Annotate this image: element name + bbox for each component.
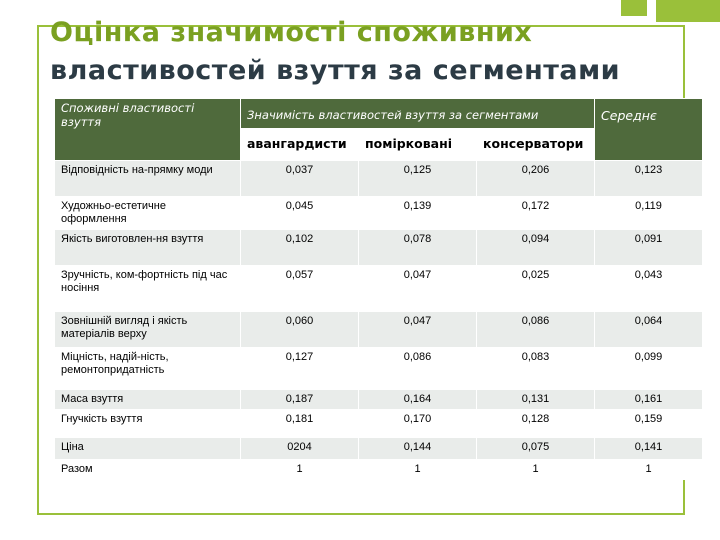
header-significance bbox=[241, 99, 595, 129]
value-cell-avant: 0,057 bbox=[241, 266, 359, 312]
table-row bbox=[55, 266, 703, 312]
value-cell-average: 0,123 bbox=[595, 161, 703, 197]
table-row bbox=[55, 230, 703, 266]
value-cell-conservative: 0,094 bbox=[477, 230, 595, 266]
value-cell-moderate: 0,047 bbox=[359, 312, 477, 348]
value-cell-conservative: 0,131 bbox=[477, 390, 595, 410]
header-segment-avant bbox=[241, 129, 359, 161]
header-average-label: Середнє bbox=[601, 108, 657, 123]
table-row bbox=[55, 161, 703, 197]
table-row bbox=[55, 312, 703, 348]
value-cell-avant: 0204 bbox=[241, 438, 359, 460]
value-cell-moderate: 0,078 bbox=[359, 230, 477, 266]
header-property-label: Споживні властивості взуття bbox=[61, 101, 195, 129]
property-name-cell: Гнучкість взуття bbox=[55, 410, 241, 438]
property-name-cell: Відповідність на-прямку моди bbox=[55, 161, 241, 197]
value-cell-avant: 0,127 bbox=[241, 348, 359, 390]
header-significance-label: Значимість властивостей взуття за сегментами bbox=[247, 108, 539, 122]
table-row bbox=[55, 438, 703, 460]
header-average bbox=[595, 99, 703, 161]
value-cell-conservative: 0,128 bbox=[477, 410, 595, 438]
value-cell-average: 0,159 bbox=[595, 410, 703, 438]
value-cell-conservative: 0,206 bbox=[477, 161, 595, 197]
value-cell-moderate: 1 bbox=[359, 460, 477, 480]
value-cell-avant: 0,187 bbox=[241, 390, 359, 410]
value-cell-conservative: 0,172 bbox=[477, 197, 595, 230]
value-cell-moderate: 0,144 bbox=[359, 438, 477, 460]
value-cell-moderate: 0,170 bbox=[359, 410, 477, 438]
value-cell-moderate: 0,164 bbox=[359, 390, 477, 410]
value-cell-conservative: 0,086 bbox=[477, 312, 595, 348]
value-cell-conservative: 0,075 bbox=[477, 438, 595, 460]
title-line-2: властивостей взуття за сегментами bbox=[50, 55, 621, 86]
segment-label-moderate: помірковані bbox=[365, 136, 453, 151]
value-cell-average: 0,119 bbox=[595, 197, 703, 230]
title-line-1: Оцінка значимості споживних bbox=[50, 17, 533, 48]
header-segment-moderate bbox=[359, 129, 477, 161]
table-row bbox=[55, 460, 703, 480]
value-cell-avant: 1 bbox=[241, 460, 359, 480]
slide-title bbox=[50, 14, 690, 90]
value-cell-average: 0,099 bbox=[595, 348, 703, 390]
value-cell-avant: 0,060 bbox=[241, 312, 359, 348]
property-name-cell: Разом bbox=[55, 460, 241, 480]
value-cell-moderate: 0,086 bbox=[359, 348, 477, 390]
value-cell-average: 1 bbox=[595, 460, 703, 480]
table-row bbox=[55, 410, 703, 438]
value-cell-average: 0,141 bbox=[595, 438, 703, 460]
header-segment-conservative bbox=[477, 129, 595, 161]
value-cell-avant: 0,045 bbox=[241, 197, 359, 230]
value-cell-average: 0,091 bbox=[595, 230, 703, 266]
property-name-cell: Маса взуття bbox=[55, 390, 241, 410]
segment-label-avant: авангардисти bbox=[247, 136, 347, 151]
value-cell-avant: 0,181 bbox=[241, 410, 359, 438]
segment-label-conservative: консерватори bbox=[483, 136, 584, 151]
property-name-cell: Художньо-естетичне оформлення bbox=[55, 197, 241, 230]
property-name-cell: Якість виготовлен-ня взуття bbox=[55, 230, 241, 266]
value-cell-average: 0,043 bbox=[595, 266, 703, 312]
table-row bbox=[55, 348, 703, 390]
value-cell-moderate: 0,139 bbox=[359, 197, 477, 230]
value-cell-avant: 0,037 bbox=[241, 161, 359, 197]
value-cell-avant: 0,102 bbox=[241, 230, 359, 266]
value-cell-moderate: 0,125 bbox=[359, 161, 477, 197]
value-cell-conservative: 1 bbox=[477, 460, 595, 480]
table-row bbox=[55, 390, 703, 410]
property-name-cell: Зовнішній вигляд і якість матеріалів верху bbox=[55, 312, 241, 348]
value-cell-conservative: 0,083 bbox=[477, 348, 595, 390]
significance-table bbox=[54, 98, 703, 480]
header-property bbox=[55, 99, 241, 161]
value-cell-moderate: 0,047 bbox=[359, 266, 477, 312]
property-name-cell: Ціна bbox=[55, 438, 241, 460]
table-row bbox=[55, 197, 703, 230]
value-cell-average: 0,161 bbox=[595, 390, 703, 410]
property-name-cell: Зручність, ком-фортність під час носіння bbox=[55, 266, 241, 312]
property-name-cell: Міцність, надій-ність, ремонтопридатність bbox=[55, 348, 241, 390]
value-cell-average: 0,064 bbox=[595, 312, 703, 348]
value-cell-conservative: 0,025 bbox=[477, 266, 595, 312]
